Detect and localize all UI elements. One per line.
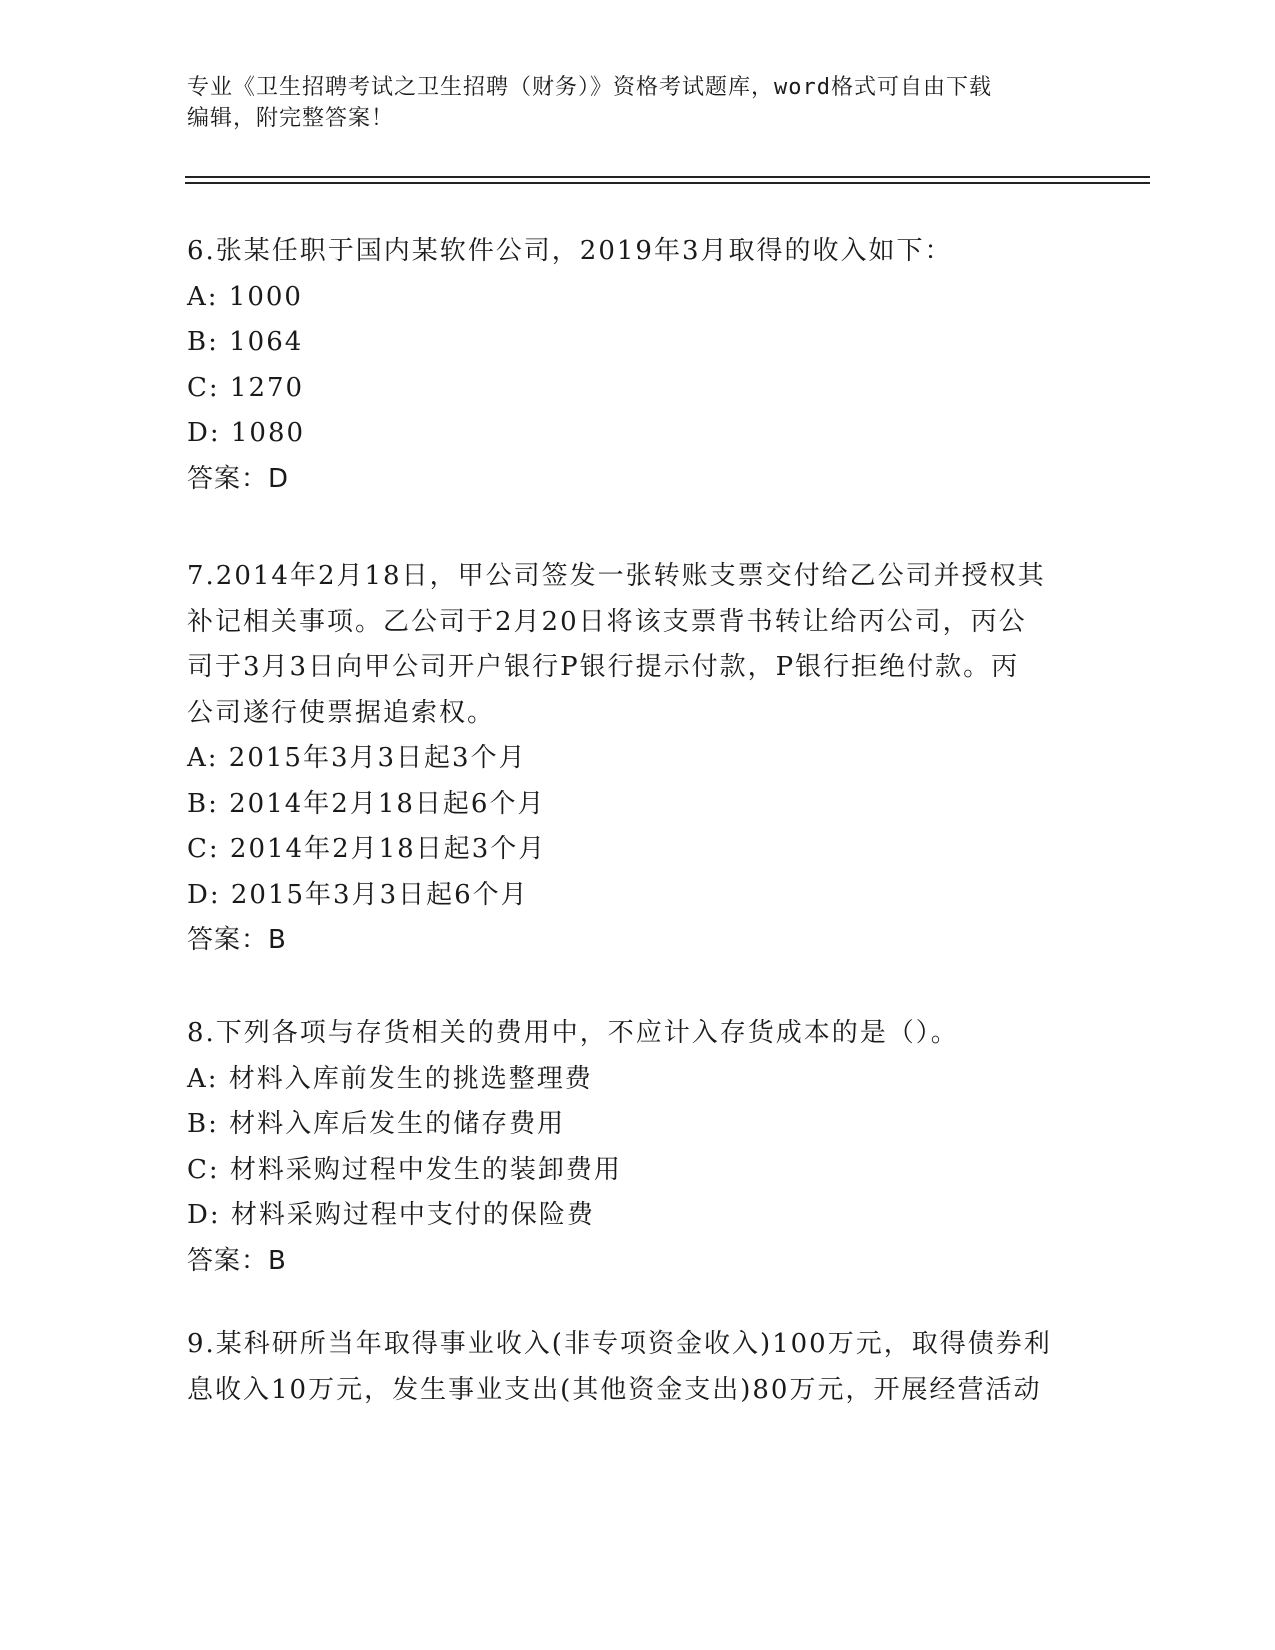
option-a: A: 材料入库前发生的挑选整理费 (187, 1063, 593, 1094)
header-divider-bottom (185, 182, 1150, 184)
answer-line: 答案：D (187, 463, 290, 494)
option-c: C: 2014年2月18日起3个月 (187, 834, 547, 864)
question-stem: 8.下列各项与存货相关的费用中，不应计入存货成本的是（）。 (187, 1018, 959, 1048)
header-line-1: 专业《卫生招聘考试之卫生招聘（财务）》资格考试题库，word格式可自由下载 (187, 75, 992, 100)
question-stem: 6.张某任职于国内某软件公司，2019年3月取得的收入如下： (187, 236, 953, 266)
option-b: B: 2014年2月18日起6个月 (187, 788, 546, 819)
header-divider-top (185, 176, 1150, 178)
question-stem: 司于3月3日向甲公司开户银行P银行提示付款，P银行拒绝付款。丙 (187, 652, 1020, 682)
question-8 (187, 1011, 1087, 1284)
option-b: B: 1064 (187, 327, 304, 357)
option-a: A: 1000 (187, 281, 303, 312)
question-stem: 息收入10万元，发生事业支出(其他资金支出)80万元，开展经营活动 (187, 1374, 1042, 1405)
option-c: C: 1270 (187, 372, 305, 403)
option-c: C: 材料采购过程中发生的装卸费用 (187, 1154, 622, 1185)
answer-line: 答案：B (187, 1245, 287, 1276)
option-a: A: 2015年3月3日起3个月 (187, 743, 527, 773)
option-d: D: 2015年3月3日起6个月 (187, 879, 529, 910)
question-6 (187, 229, 1087, 502)
question-9 (187, 1322, 1087, 1413)
option-d: D: 材料采购过程中支付的保险费 (187, 1200, 595, 1230)
question-7 (187, 554, 1087, 964)
option-b: B: 材料入库后发生的储存费用 (187, 1109, 566, 1139)
option-d: D: 1080 (187, 418, 306, 448)
question-stem: 7.2014年2月18日，甲公司签发一张转账支票交付给乙公司并授权其 (187, 561, 1046, 591)
question-stem: 9.某科研所当年取得事业收入(非专项资金收入)100万元，取得债券利 (187, 1329, 1052, 1359)
document-header (187, 72, 1087, 134)
question-stem: 公司遂行使票据追索权。 (187, 697, 496, 728)
question-stem: 补记相关事项。乙公司于2月20日将该支票背书转让给丙公司，丙公 (187, 606, 1027, 637)
answer-line: 答案：B (187, 925, 287, 955)
header-line-2: 编辑，附完整答案！ (187, 106, 395, 131)
